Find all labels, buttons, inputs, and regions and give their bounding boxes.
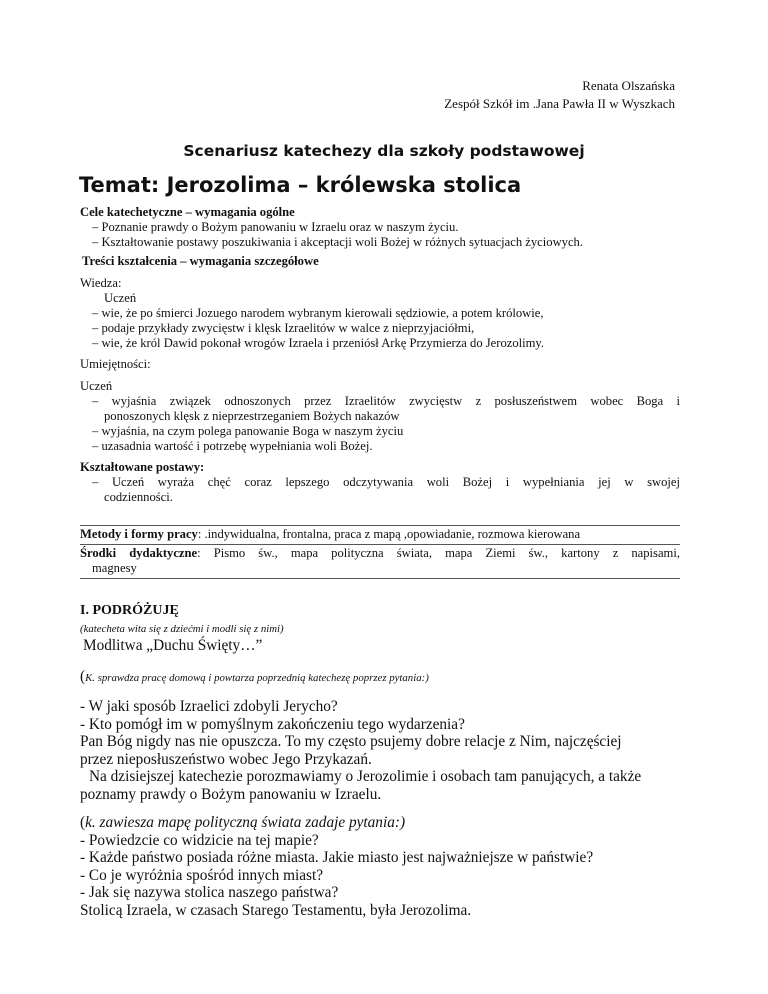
aids-line	[80, 546, 680, 561]
paragraph-line: Pan Bóg nigdy nas nie opuszcza. To my często psujemy dobre relacje z Nim, najczęściej	[80, 733, 622, 750]
question-line: - Każde państwo posiada różne miasta. Jakie miasto jest najważniejsze w państwie?	[80, 849, 594, 866]
paragraph-line: przez nieposłuszeństwo wobec Jego Przykazań.	[80, 751, 372, 768]
knowledge-item: – wie, że król Dawid pokonał wrogów Izraela i przeniósł Arkę Przymierza do Jerozolimy.	[92, 336, 545, 350]
attitudes-item-continuation: codzienności.	[104, 490, 173, 504]
question-line: - Powiedzcie co widzicie na tej mapie?	[80, 832, 319, 849]
note-text: k. zawiesza mapę polityczną świata zadaje pytania:)	[85, 814, 406, 831]
teacher-note-3	[80, 814, 405, 832]
goal-item: – Poznanie prawdy o Bożym panowaniu w Izraelu oraz w naszym życiu.	[92, 220, 459, 234]
note-paren: (	[80, 668, 86, 685]
knowledge-item: – wie, że po śmierci Jozuego narodem wybranym kierowali sędziowie, a potem królowie,	[92, 306, 544, 320]
knowledge-student: Uczeń	[104, 291, 137, 305]
question-line: - W jaki sposób Izraelici zdobyli Jerycho?	[80, 698, 338, 715]
teacher-note: (katecheta wita się z dziećmi i modli się z nimi)	[80, 623, 284, 635]
attitudes-heading: Kształtowane postawy:	[80, 460, 205, 474]
skills-item-continuation: ponoszonych klęsk z nieprzestrzeganiem Bożych nakazów	[104, 409, 400, 423]
skills-item: – uzasadnia wartość i potrzebę wypełniania woli Bożej.	[92, 439, 373, 453]
section-divider	[80, 544, 680, 545]
prayer-line: Modlitwa „Duchu Święty…”	[83, 637, 263, 654]
content-heading: Treści kształcenia – wymagania szczegółowe	[82, 254, 319, 268]
note-text: K. sprawdza pracę domową i powtarza poprzednią katechezę poprzez pytania:)	[85, 672, 429, 684]
methods-label: Metody i formy pracy	[80, 527, 198, 541]
goal-item: – Kształtowanie postawy poszukiwania i akceptacji woli Bożej w różnych sytuacjach życiowych.	[92, 235, 583, 249]
note-paren: (	[80, 814, 86, 831]
teacher-note-2	[80, 668, 429, 686]
skills-item: – wyjaśnia związek odnoszonych przez Izraelitów zwycięstw z posłuszeństwem wobec Boga i	[92, 394, 680, 408]
methods-text: : .indywidualna, frontalna, praca z mapą ,opowiadanie, rozmowa kierowana	[197, 527, 581, 541]
document-title: Scenariusz katechezy dla szkoły podstawowej	[183, 142, 585, 160]
author-name: Renata Olszańska	[582, 78, 675, 93]
topic-title: Temat: Jerozolima – królewska stolica	[79, 173, 522, 197]
aids-label: Środki dydaktyczne	[80, 546, 198, 560]
aids-text: : Pismo św., mapa polityczna świata, mapa Ziemi św., kartony z napisami,	[197, 546, 680, 560]
knowledge-label: Wiedza:	[80, 276, 122, 290]
question-line: - Co je wyróżnia spośród innych miast?	[80, 867, 324, 884]
skills-item: – wyjaśnia, na czym polega panowanie Boga w naszym życiu	[92, 424, 404, 438]
section-divider	[80, 525, 680, 526]
goals-heading: Cele katechetyczne – wymagania ogólne	[80, 205, 295, 219]
paragraph-line: poznamy prawdy o Bożym panowaniu w Izraelu.	[80, 786, 382, 803]
section-divider	[80, 578, 680, 579]
paragraph-line: Stolicą Izraela, w czasach Starego Testamentu, była Jerozolima.	[80, 902, 472, 919]
aids-continuation: magnesy	[92, 561, 137, 575]
skills-label: Umiejętności:	[80, 357, 151, 371]
knowledge-item: – podaje przykłady zwycięstw i klęsk Izraelitów w walce z nieprzyjaciółmi,	[92, 321, 475, 335]
skills-student: Uczeń	[80, 379, 113, 393]
section-heading: I. PODRÓŻUJĘ	[80, 603, 179, 618]
attitudes-item: – Uczeń wyraża chęć coraz lepszego odczytywania woli Bożej i wypełniania jej w swojej	[92, 475, 680, 489]
methods-line	[80, 527, 580, 542]
paragraph-line: Na dzisiejszej katechezie porozmawiamy o Jerozolimie i osobach tam panujących, a także	[89, 768, 642, 785]
school-name: Zespół Szkół im .Jana Pawła II w Wyszkach	[444, 96, 675, 111]
question-line: - Jak się nazywa stolica naszego państwa?	[80, 884, 339, 901]
question-line: - Kto pomógł im w pomyślnym zakończeniu tego wydarzenia?	[80, 716, 465, 733]
